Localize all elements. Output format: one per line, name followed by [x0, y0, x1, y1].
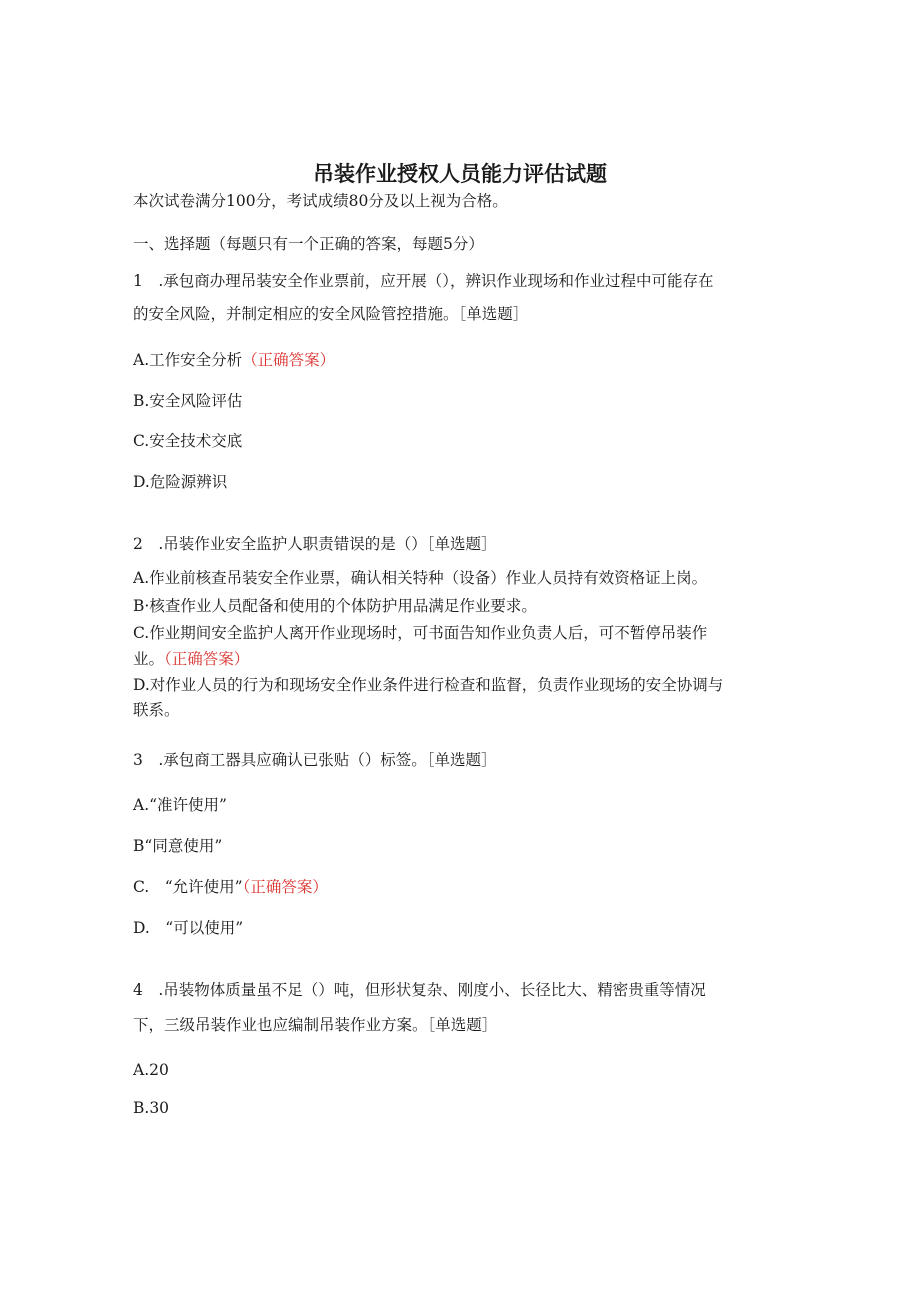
question-3-option-a: A.“准许使用” — [133, 796, 227, 814]
question-2-option-c-line-2 — [133, 649, 249, 669]
question-1-option-c: C.安全技术交底 — [133, 432, 243, 450]
correct-answer-mark: （正确答案） — [242, 351, 336, 369]
question-2-option-c-line-1: C.作业期间安全监护人离开作业现场时，可书面告知作业负责人后，可不暂停吊装作 — [133, 624, 708, 642]
exam-intro: 本次试卷满分100分，考试成绩80分及以上视为合格。 — [133, 192, 508, 210]
question-2-option-d-line-1: D.对作业人员的行为和现场安全作业条件进行检查和监督，负责作业现场的安全协调与 — [133, 676, 724, 694]
question-1-option-d: D.危险源辨识 — [133, 473, 228, 491]
question-1-option-b: B.安全风险评估 — [133, 392, 243, 410]
question-4-option-a: A.20 — [133, 1061, 169, 1079]
correct-answer-mark: （正确答案） — [164, 650, 250, 668]
option-text: C. “允许使用” — [133, 878, 243, 896]
question-4-stem-line-1: 4 .吊装物体质量虽不足（）吨，但形状复杂、刚度小、长径比大、精密贵重等情况 — [133, 981, 706, 999]
question-3-option-d: D. “可以使用” — [133, 919, 244, 937]
option-text: 业。 — [133, 650, 165, 668]
correct-answer-mark: （正确答案） — [242, 878, 328, 896]
question-2-option-a: A.作业前核查吊装安全作业票，确认相关特种（设备）作业人员持有效资格证上岗。 — [133, 569, 708, 587]
question-4-option-b: B.30 — [133, 1099, 170, 1117]
question-3-option-c — [133, 877, 328, 897]
question-1-stem-line-1: 1 .承包商办理吊装安全作业票前，应开展（），辨识作业现场和作业过程中可能存在 — [133, 272, 714, 290]
section-heading: 一、选择题（每题只有一个正确的答案，每题5分） — [133, 235, 484, 253]
page-title: 吊装作业授权人员能力评估试题 — [313, 161, 607, 186]
question-3-stem: 3 .承包商工器具应确认已张贴（）标签。［单选题］ — [133, 751, 497, 769]
question-1-stem-line-2: 的安全风险，并制定相应的安全风险管控措施。［单选题］ — [133, 305, 529, 323]
question-4-stem-line-2: 下，三级吊装作业也应编制吊装作业方案。［单选题］ — [133, 1016, 498, 1034]
question-2-option-b: B·核查作业人员配备和使用的个体防护用品满足作业要求。 — [133, 597, 537, 615]
option-text: A.工作安全分析 — [133, 351, 243, 369]
question-3-option-b: B“同意使用” — [133, 837, 223, 855]
question-1-option-a — [133, 350, 335, 370]
question-2-option-d-line-2: 联系。 — [133, 701, 180, 719]
question-2-stem: 2 .吊装作业安全监护人职责错误的是（）［单选题］ — [133, 535, 497, 553]
